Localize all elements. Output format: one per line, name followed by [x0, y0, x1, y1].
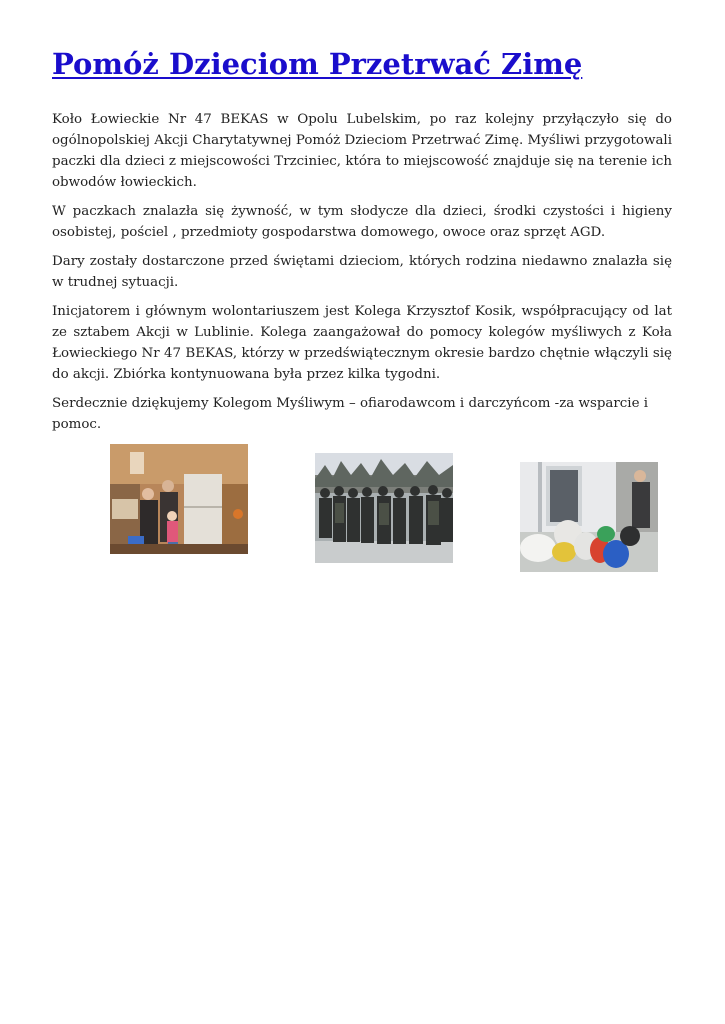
- page-title: [52, 44, 582, 84]
- gallery-photo-kitchen[interactable]: [110, 444, 248, 554]
- gallery-photo-donations[interactable]: [520, 462, 658, 572]
- paragraph-4: Inicjatorem i głównym wolontariuszem jest Kolega Krzysztof Kosik, współpracujący od lat ze sztabem Akcji w Lublinie. Kolega zaangażował do pomocy kolegów myśliwych z Koła Łowieckiego Nr 47 BEKAS, którzy w przedświątecznym okresie bardzo chętnie włączyli się do akcji. Zbiórka kontynuowana była przez kilka tygodni.: [52, 304, 672, 382]
- title-link[interactable]: Pomóż Dzieciom Przetrwać Zimę: [52, 47, 583, 81]
- paragraph-5: Serdecznie dziękujemy Kolegom Myśliwym – ofiarodawcom i darczyńcom -za wsparcie i pomoc.: [52, 396, 649, 432]
- kitchen-photo-image: [110, 444, 248, 554]
- donations-photo-image: [520, 462, 658, 572]
- paragraph-1: Koło Łowieckie Nr 47 BEKAS w Opolu Lubelskim, po raz kolejny przyłączyło się do ogólnopolskiej Akcji Charytatywnej Pomóż Dzieciom Przetrwać Zimę. Myśliwi przygotowali paczki dla dzieci z miejscowości Trzciniec, która to miejscowość znajduje się na terenie ich obwodów łowieckich.: [52, 112, 672, 190]
- article-body: [52, 109, 672, 443]
- hunters-photo-image: [315, 453, 453, 563]
- paragraph-3: Dary zostały dostarczone przed świętami dzieciom, których rodzina niedawno znalazła się w trudnej sytuacji.: [52, 254, 672, 290]
- gallery-photo-hunters[interactable]: [315, 453, 453, 563]
- paragraph-2: W paczkach znalazła się żywność, w tym słodycze dla dzieci, środki czystości i higieny osobistej, pościel , przedmioty gospodarstwa domowego, owoce oraz sprzęt AGD.: [52, 204, 672, 240]
